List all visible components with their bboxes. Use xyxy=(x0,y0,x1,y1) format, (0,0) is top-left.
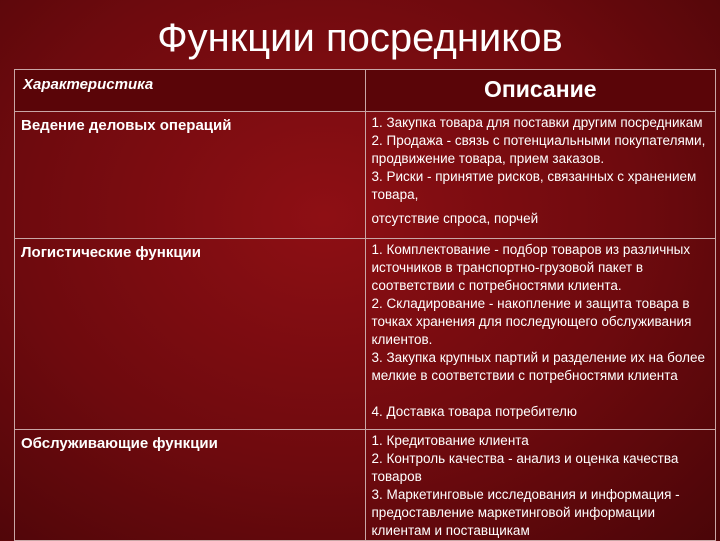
page-title: Функции посредников xyxy=(157,16,563,60)
row-description xyxy=(365,430,716,541)
header-characteristic: Характеристика xyxy=(15,70,366,112)
list-item: 2. Контроль качества - анализ и оценка качества товаров xyxy=(371,451,679,484)
list-item: 1. Кредитование клиента xyxy=(371,433,529,448)
row-description xyxy=(365,239,716,430)
list-item: 1. Комплектование - подбор товаров из различных источников в транспортно-грузовой пакет в соответствии с потребностями клиента. xyxy=(371,242,691,293)
table-row xyxy=(15,239,716,430)
table-row xyxy=(15,430,716,541)
functions-table xyxy=(14,69,716,541)
list-item: 3. Риски - принятие рисков, связанных с хранением товара, xyxy=(371,169,697,202)
row-characteristic: Обслуживающие функции xyxy=(15,430,366,541)
list-item: 4. Доставка товара потребителю xyxy=(371,404,578,419)
header-description: Описание xyxy=(365,70,716,112)
row-characteristic: Ведение деловых операций xyxy=(15,112,366,239)
row-characteristic: Логистические функции xyxy=(15,239,366,430)
table-row xyxy=(15,112,716,239)
list-item: отсутствие спроса, порчей xyxy=(371,211,539,226)
list-item: 3. Закупка крупных партий и разделение их на более мелкие в соответствии с потребностями клиента xyxy=(371,350,705,383)
list-item: 1. Закупка товара для поставки другим посредникам xyxy=(371,115,703,130)
row-description xyxy=(365,112,716,239)
list-item: 2. Продажа - связь с потенциальными покупателями, продвижение товара, прием заказов. xyxy=(371,133,706,166)
list-item: 2. Складирование - накопление и защита товара в точках хранения для последующего обслуживания клиентов. xyxy=(371,296,692,347)
list-item: 3. Маркетинговые исследования и информация - предоставление маркетинговой информации клиентам и поставщикам xyxy=(371,487,680,538)
table-header-row xyxy=(15,70,716,112)
